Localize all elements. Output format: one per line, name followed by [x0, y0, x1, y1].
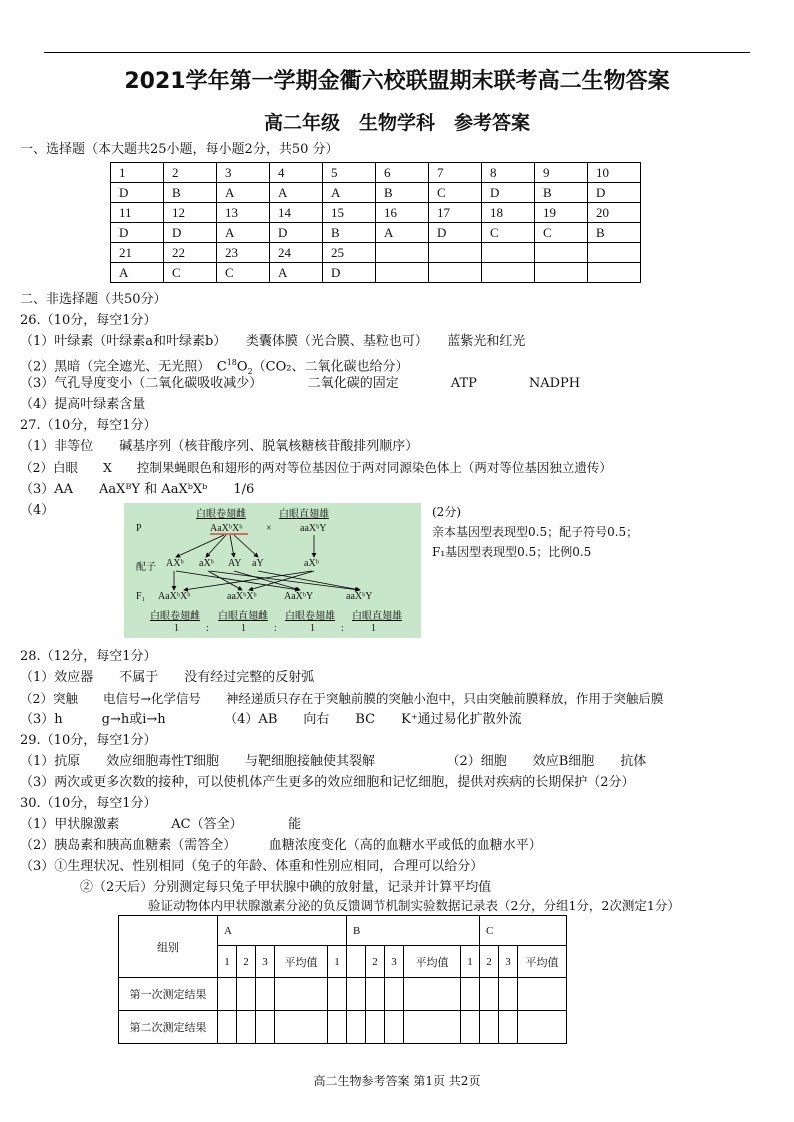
- answer-cell: 13: [217, 203, 270, 223]
- answer-number-row: [111, 203, 641, 223]
- q26-l2-sup: 18: [226, 358, 237, 367]
- col-a1: 1: [218, 946, 237, 978]
- q30-line2: （2）胰岛素和胰高血糖素（需答全） 血糖浓度变化（高的血糖水平或低的血糖水平）: [20, 838, 542, 853]
- top-rule: [44, 52, 750, 53]
- answer-cell: [429, 263, 482, 283]
- answer-cell: A: [270, 183, 323, 203]
- q28-line1: （1）效应器 不属于 没有经过完整的反射弧: [20, 670, 315, 685]
- q29-line1: （1）抗原 效应细胞毒性T细胞 与靶细胞接触使其裂解 （2）细胞 效应B细胞 抗体: [20, 754, 647, 769]
- answer-table: [110, 162, 641, 283]
- gamete-4: aY: [252, 558, 264, 569]
- f1-genotype-3: AaXᵇY: [284, 591, 314, 602]
- answer-cell: 8: [482, 163, 535, 183]
- answer-cell: [482, 263, 535, 283]
- page-subtitle: 高二年级 生物学科 参考答案: [263, 112, 530, 134]
- answer-cell: 11: [111, 203, 164, 223]
- col-b2: 2: [366, 946, 385, 978]
- q27-score-b: 亲本基因型表现型0.5；配子符号0.5；: [432, 525, 639, 539]
- ratio-sep-2: :: [274, 623, 277, 634]
- answer-cell: A: [376, 223, 429, 243]
- q26-l2-c: （CO₂、二氧化碳也给分）: [252, 359, 409, 375]
- answer-cell: D: [588, 183, 641, 203]
- answer-cell: B: [535, 183, 588, 203]
- answer-cell: A: [217, 223, 270, 243]
- answer-cell: 7: [429, 163, 482, 183]
- col-a-avg: 平均值: [275, 946, 328, 978]
- gamete-label: 配子: [136, 562, 156, 573]
- q30-line1: （1）甲状腺激素 AC（答全） 能: [20, 817, 302, 832]
- q27-line1: （1）非等位 碱基序列（核苷酸序列、脱氧核糖核苷酸排列顺序）: [20, 439, 419, 454]
- p2-genotype: aaXᵇY: [300, 523, 327, 534]
- col-c-avg: 平均值: [518, 946, 567, 978]
- answer-cell: 21: [111, 243, 164, 263]
- answer-cell: 23: [217, 243, 270, 263]
- group-c-header: C: [480, 916, 567, 946]
- answer-cell: 6: [376, 163, 429, 183]
- f1-phenotype-3: 白眼卷翅雄: [285, 611, 335, 622]
- q26-l2-a: （2）黑暗（完全遮光、无光照） C: [20, 359, 227, 375]
- answer-cell: [588, 243, 641, 263]
- group-label: 组别: [119, 916, 218, 978]
- f1-phenotype-4: 白眼直翅雄: [352, 611, 402, 622]
- q27-line2: （2）白眼 X 控制果蝇眼色和翅形的两对等位基因位于两对同源染色体上（两对等位基因独立遗传）: [20, 460, 612, 475]
- answer-cell: 17: [429, 203, 482, 223]
- p1-genotype: AaXᵇXᵇ: [210, 523, 243, 534]
- q29-heading: 29.（10分，每空1分）: [20, 733, 157, 748]
- col-a2: 2: [237, 946, 256, 978]
- answer-cell: [482, 243, 535, 263]
- f1-genotype-1: AaXᵇXᵇ: [158, 591, 191, 602]
- row-second-measure: 第二次测定结果: [119, 1011, 218, 1044]
- answer-cell: D: [164, 223, 217, 243]
- q27-line3: （3）AA AaXᴮY 和 AaXᵇXᵇ 1/6: [20, 482, 255, 497]
- p-label: P: [136, 523, 142, 534]
- f1-phenotype-2: 白眼直翅雌: [218, 611, 268, 622]
- answer-cell: 2: [164, 163, 217, 183]
- cross-symbol: ×: [266, 523, 272, 534]
- q30-heading: 30.（10分，每空1分）: [20, 796, 157, 811]
- answer-cell: [535, 243, 588, 263]
- col-c1: 1: [461, 946, 480, 978]
- genetic-cross-diagram: [124, 503, 421, 638]
- col-b-blank: [347, 946, 366, 978]
- answer-letter-row: [111, 223, 641, 243]
- q30-table-caption: 验证动物体内甲状腺激素分泌的负反馈调节机制实验数据记录表（2分，分组1分，2次测定1分）: [148, 898, 680, 913]
- q29-line2: （3）两次或更多次数的接种，可以使机体产生更多的效应细胞和记忆细胞，提供对疾病的长期保护（2分）: [20, 775, 635, 790]
- answer-cell: C: [164, 263, 217, 283]
- q26-l2-b: O: [236, 359, 248, 375]
- answer-cell: 1: [111, 163, 164, 183]
- answer-cell: D: [482, 183, 535, 203]
- p1-phenotype: 白眼卷翅雌: [196, 509, 246, 520]
- q26-line4: （4）提高叶绿素含量: [20, 397, 146, 412]
- q26-l2-sub: 2: [247, 366, 253, 376]
- q26-line3: （3）气孔导度变小（二氧化碳吸收减少） 二氧化碳的固定 ATP NADPH: [20, 376, 581, 391]
- ratio-2: 1: [241, 623, 246, 634]
- answer-cell: 22: [164, 243, 217, 263]
- col-b1: 1: [328, 946, 347, 978]
- answer-cell: 9: [535, 163, 588, 183]
- answer-cell: D: [270, 223, 323, 243]
- answer-cell: C: [535, 223, 588, 243]
- page-title: 2021学年第一学期金衢六校联盟期末联考高二生物答案: [124, 69, 670, 94]
- col-c2: 2: [480, 946, 499, 978]
- ratio-sep-1: :: [206, 623, 209, 634]
- answer-cell: 10: [588, 163, 641, 183]
- q27-score-c: F₁基因型表现型0.5；比例0.5: [432, 545, 592, 559]
- ratio-4: 1: [371, 623, 376, 634]
- answer-letter-row: [111, 183, 641, 203]
- f1-label: F₁: [136, 591, 146, 602]
- q26-line1: （1）叶绿素（叶绿素a和叶绿素b） 类囊体膜（光合膜、基粒也可） 蓝紫光和红光: [20, 334, 526, 349]
- answer-cell: 14: [270, 203, 323, 223]
- answer-cell: 19: [535, 203, 588, 223]
- answer-cell: [376, 243, 429, 263]
- answer-cell: D: [429, 223, 482, 243]
- answer-cell: A: [323, 183, 376, 203]
- answer-cell: 12: [164, 203, 217, 223]
- row-first-measure: 第一次测定结果: [119, 978, 218, 1011]
- answer-cell: B: [164, 183, 217, 203]
- q28-heading: 28.（12分，每空1分）: [20, 649, 157, 664]
- group-a-header: A: [218, 916, 347, 946]
- page-footer: 高二生物参考答案 第1页 共2页: [313, 1074, 481, 1088]
- section-2-heading: 二、非选择题（共50分）: [20, 292, 167, 307]
- q26-heading: 26.（10分，每空1分）: [20, 313, 157, 328]
- gamete-2: aXᵇ: [199, 558, 214, 569]
- answer-cell: 25: [323, 243, 376, 263]
- gamete-5: aXᵇ: [304, 558, 319, 569]
- gamete-3: AY: [228, 558, 242, 569]
- answer-cell: C: [482, 223, 535, 243]
- answer-cell: 20: [588, 203, 641, 223]
- answer-cell: A: [111, 263, 164, 283]
- answer-cell: D: [111, 223, 164, 243]
- q27-heading: 27.（10分，每空1分）: [20, 418, 157, 433]
- col-b3: 3: [385, 946, 404, 978]
- f1-genotype-4: aaXᵇY: [346, 591, 373, 602]
- f1-phenotype-1: 白眼卷翅雌: [150, 611, 200, 622]
- col-a3: 3: [256, 946, 275, 978]
- answer-letter-row: [111, 263, 641, 283]
- answer-cell: 3: [217, 163, 270, 183]
- q27-line4: （4）: [20, 503, 55, 518]
- cross-arrows: [124, 503, 421, 638]
- answer-cell: C: [217, 263, 270, 283]
- q30-line3: （3）①生理状况、性别相同（兔子的年龄、体重和性别应相同，合理可以给分）: [20, 859, 484, 874]
- answer-cell: A: [270, 263, 323, 283]
- col-b-avg: 平均值: [404, 946, 461, 978]
- answer-cell: A: [217, 183, 270, 203]
- answer-cell: 24: [270, 243, 323, 263]
- experiment-record-table: [118, 915, 567, 1044]
- ratio-sep-3: :: [341, 623, 344, 634]
- f1-genotype-2: aaXᵇXᵇ: [227, 591, 257, 602]
- gamete-1: AXᵇ: [166, 558, 184, 569]
- answer-cell: D: [111, 183, 164, 203]
- answer-cell: [588, 263, 641, 283]
- answer-cell: D: [323, 263, 376, 283]
- answer-cell: [535, 263, 588, 283]
- col-c3: 3: [499, 946, 518, 978]
- answer-cell: [376, 263, 429, 283]
- answer-cell: C: [429, 183, 482, 203]
- answer-cell: 4: [270, 163, 323, 183]
- section-1-heading: 一、选择题（本大题共25小题，每小题2分，共50 分）: [20, 142, 339, 157]
- ratio-1: 1: [174, 623, 179, 634]
- answer-cell: 16: [376, 203, 429, 223]
- answer-cell: [429, 243, 482, 263]
- answer-cell: B: [376, 183, 429, 203]
- answer-cell: B: [323, 223, 376, 243]
- q27-score-a: (2分): [432, 505, 461, 519]
- answer-number-row: [111, 163, 641, 183]
- ratio-3: 1: [310, 623, 315, 634]
- p2-phenotype: 白眼直翅雄: [279, 509, 329, 520]
- answer-number-row: [111, 243, 641, 263]
- answer-cell: 5: [323, 163, 376, 183]
- answer-cell: 18: [482, 203, 535, 223]
- q30-line4: ②（2天后）分别测定每只兔子甲状腺中碘的放射量，记录并计算平均值: [80, 880, 492, 895]
- group-b-header: B: [347, 916, 480, 946]
- answer-cell: 15: [323, 203, 376, 223]
- q28-line3: （3）h g→h或i→h （4）AB 向右 BC K⁺通过易化扩散外流: [20, 712, 522, 727]
- q28-line2: （2）突触 电信号→化学信号 神经递质只存在于突触前膜的突触小泡中，只由突触前膜释放，作用于突触后膜: [20, 691, 664, 706]
- answer-cell: B: [588, 223, 641, 243]
